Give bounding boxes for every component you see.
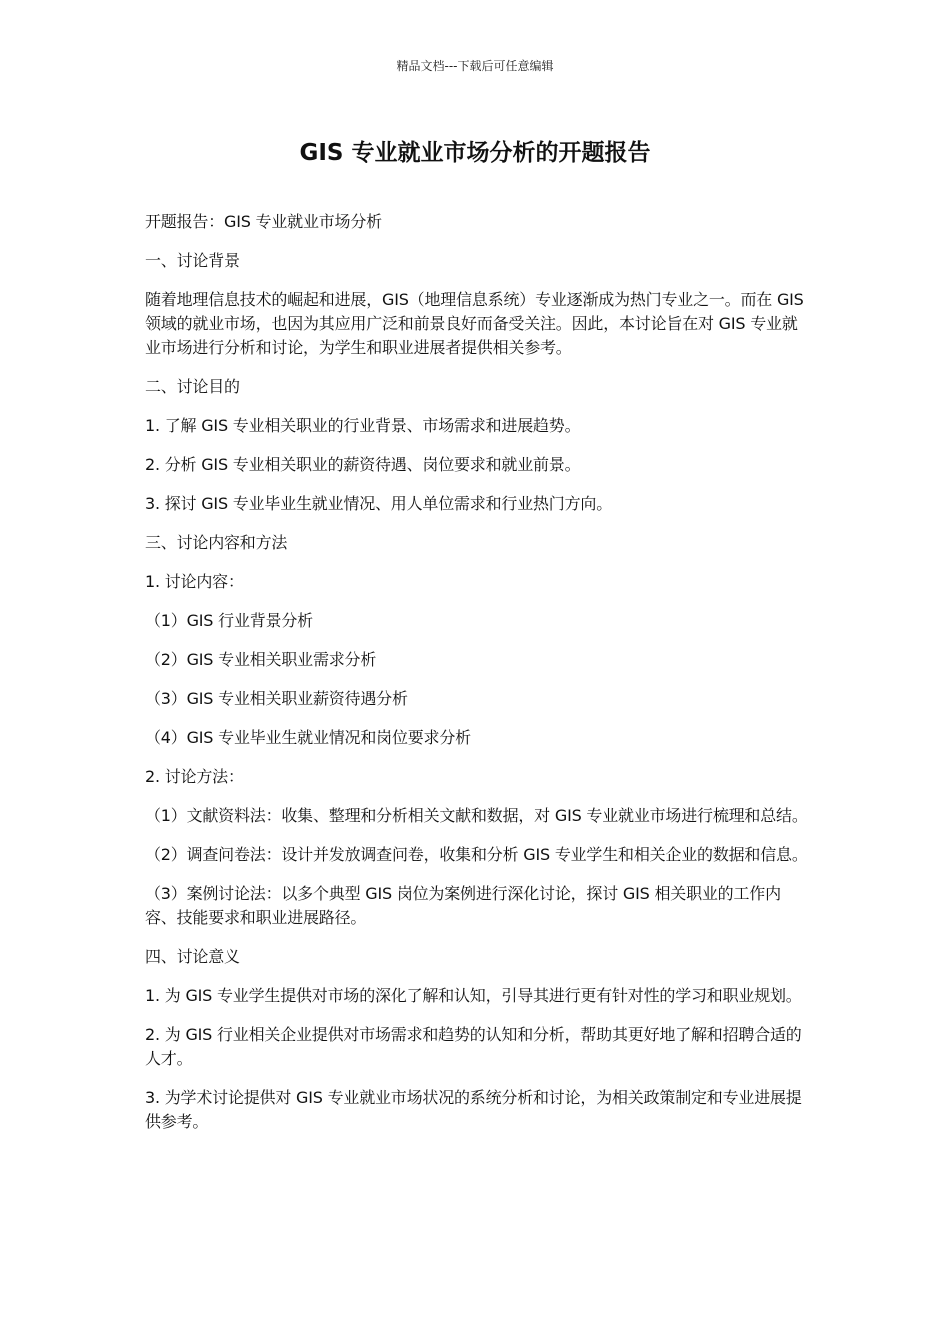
intro-line: 开题报告：GIS 专业就业市场分析 (145, 212, 382, 231)
section-heading-background: 一、讨论背景 (145, 251, 240, 270)
significance-item-1: 1. 为 GIS 专业学生提供对市场的深化了解和认知，引导其进行更有针对性的学习和职业规划。 (145, 986, 802, 1005)
method-item-3: （3）案例讨论法：以多个典型 GIS 岗位为案例进行深化讨论，探讨 GIS 相关职业的工作内容、技能要求和职业进展路径。 (145, 884, 781, 927)
method-item-2: （2）调查问卷法：设计并发放调查问卷，收集和分析 GIS 专业学生和相关企业的数据和信息。 (145, 845, 808, 864)
document-body (145, 210, 810, 1149)
page-header: 精品文档---下载后可任意编辑 (396, 59, 554, 73)
method-item-1: （1）文献资料法：收集、整理和分析相关文献和数据，对 GIS 专业就业市场进行梳理和总结。 (145, 806, 808, 825)
significance-item-2: 2. 为 GIS 行业相关企业提供对市场需求和趋势的认知和分析，帮助其更好地了解和招聘合适的人才。 (145, 1025, 802, 1068)
content-item-1: （1）GIS 行业背景分析 (145, 611, 313, 630)
section-heading-purpose: 二、讨论目的 (145, 377, 240, 396)
section-heading-significance: 四、讨论意义 (145, 947, 240, 966)
content-item-2: （2）GIS 专业相关职业需求分析 (145, 650, 377, 669)
background-paragraph: 随着地理信息技术的崛起和进展，GIS（地理信息系统）专业逐渐成为热门专业之一。而在 GIS 领域的就业市场，也因为其应用广泛和前景良好而备受关注。因此，本讨论旨在对 GIS 专业就业市场进行分析和讨论，为学生和职业进展者提供相关参考。 (145, 290, 804, 357)
purpose-item-1: 1. 了解 GIS 专业相关职业的行业背景、市场需求和进展趋势。 (145, 416, 581, 435)
section-heading-content-methods: 三、讨论内容和方法 (145, 533, 288, 552)
document-title: GIS 专业就业市场分析的开题报告 (299, 140, 651, 166)
purpose-item-3: 3. 探讨 GIS 专业毕业生就业情况、用人单位需求和行业热门方向。 (145, 494, 612, 513)
content-item-4: （4）GIS 专业毕业生就业情况和岗位要求分析 (145, 728, 471, 747)
methods-subheading: 2. 讨论方法： (145, 767, 244, 786)
content-item-3: （3）GIS 专业相关职业薪资待遇分析 (145, 689, 408, 708)
content-subheading: 1. 讨论内容： (145, 572, 244, 591)
purpose-item-2: 2. 分析 GIS 专业相关职业的薪资待遇、岗位要求和就业前景。 (145, 455, 581, 474)
significance-item-3: 3. 为学术讨论提供对 GIS 专业就业市场状况的系统分析和讨论，为相关政策制定和专业进展提供参考。 (145, 1088, 802, 1131)
